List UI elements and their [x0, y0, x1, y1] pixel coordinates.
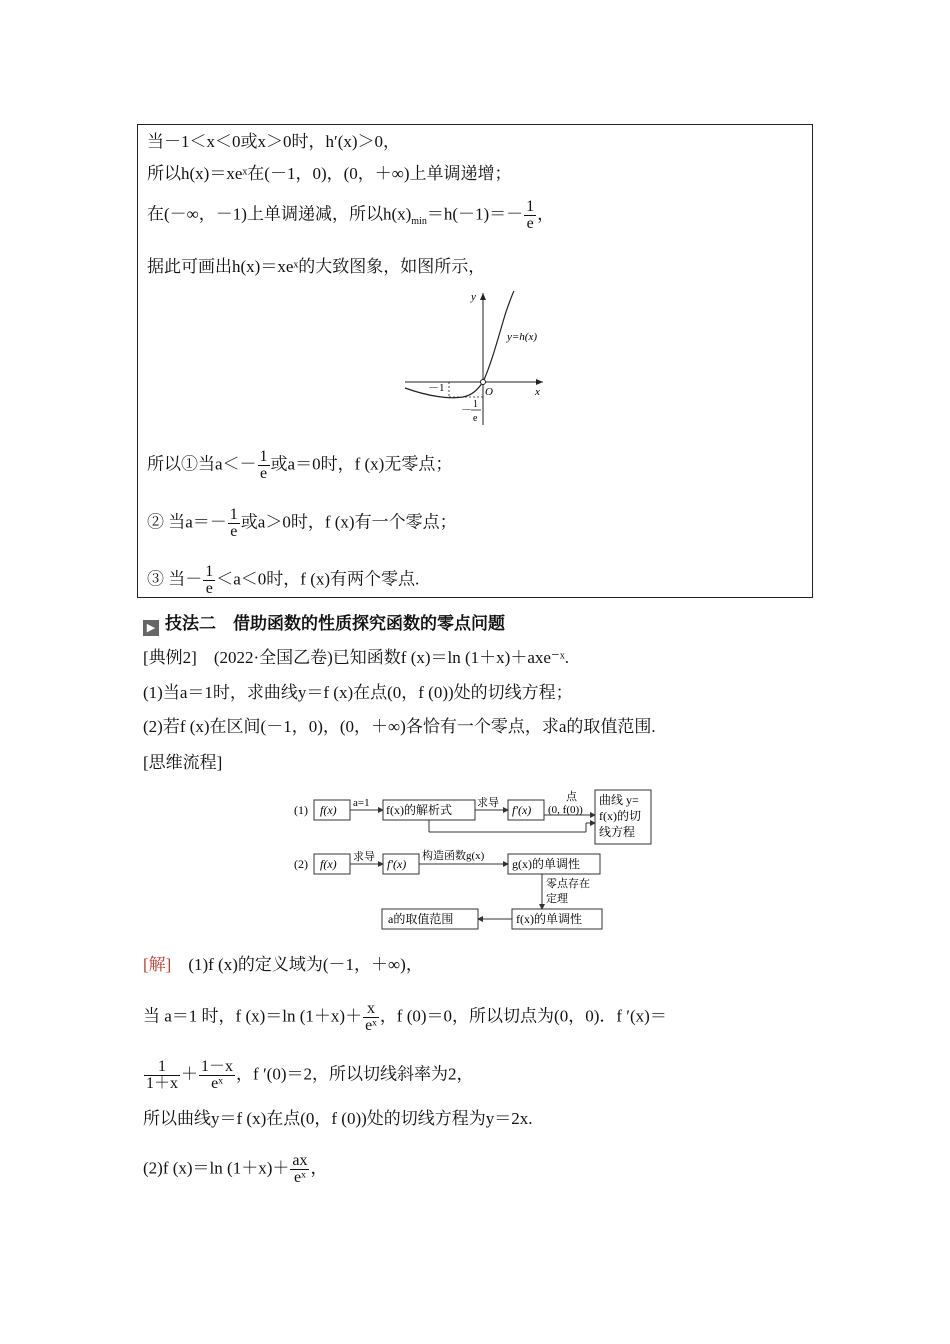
box-fmono-text: f(x)的单调性: [516, 912, 582, 926]
label-derive-2: 求导: [353, 851, 375, 863]
flow-chart: [290, 785, 660, 935]
curve-label: y=h(x): [507, 331, 538, 343]
y-label: y: [471, 291, 476, 303]
play-triangle-icon: ▶: [143, 620, 159, 636]
box-fprime-1-text: f′(x): [512, 803, 532, 817]
tick-y-sign: －: [461, 404, 472, 416]
box-line-6: ② 当a＝－ $\frac{1}{e}$ 或a＞0时，f (x)有一个零点；: [147, 506, 457, 540]
tangent-line-1: 曲线 y=: [599, 793, 639, 807]
box-gmono-text: g(x)的单调性: [512, 857, 580, 871]
label-construct: 构造函数g(x): [422, 850, 485, 862]
question-1: (1)当a＝1时，求曲线y＝f (x)在点(0，f (0))处的切线方程；: [143, 683, 573, 702]
label-zero-thm-2: 定理: [546, 893, 568, 905]
origin-label: O: [485, 386, 493, 398]
solution-line-3: $\frac{1}{1+x}$ ＋ $\frac{1-x}{\text{eˣ}}$ ，f ′(0)＝2，所以切线斜率为2，: [146, 1058, 474, 1092]
example-line: [典例2] (2022·全国乙卷)已知函数f (x)＝ln (1＋x)＋axe⁻ˣ.: [143, 648, 570, 667]
solution-line-2: 当 a＝1 时，f (x)＝ln (1＋x)＋ $\frac{x}{\text{eˣ}}$ ，f (0)＝0，所以切点为(0，0)．f ′(x)＝: [143, 1000, 667, 1034]
row2-label: (2): [294, 857, 308, 871]
flow-title: [思维流程]: [143, 753, 223, 772]
section-heading: ▶ 技法二 借助函数的性质探究函数的零点问题: [143, 613, 505, 636]
box-line-3: 在(－∞，－1)上单调递减，所以$h(x)_{min}=h(-1)=-$ $\frac{1}{e}$ ，: [147, 198, 555, 232]
box-line-2: 所以h(x)＝xeˣ在(－1，0)，(0，＋∞)上单调递增；: [147, 164, 512, 183]
box-fx-2-text: f(x): [320, 857, 337, 871]
row1-label: (1): [294, 803, 308, 817]
label-a1: a=1: [353, 797, 370, 809]
box-fx-1-text: f(x): [320, 803, 337, 817]
tangent-line-3: 线方程: [599, 825, 636, 839]
box-line-4: 据此可画出h(x)＝xeˣ的大致图象，如图所示，: [147, 257, 486, 276]
solution-line-5: (2)f (x)＝ln (1＋x)＋ $\frac{ax}{\text{eˣ}}$ ，: [143, 1152, 328, 1186]
box-arange-text: a的取值范围: [388, 912, 454, 926]
y-axis-arrow: [480, 293, 486, 300]
tick-y-num: 1: [473, 399, 478, 410]
label-point: 点: [566, 791, 577, 803]
label-point-coord: (0, f(0)): [548, 804, 583, 816]
solution-line-4: 所以曲线y＝f (x)在点(0，f (0))处的切线方程为y＝2x.: [143, 1109, 533, 1128]
box-line-1: 当－1＜x＜0或x＞0时，h′(x)＞0，: [147, 132, 401, 151]
function-graph: [395, 285, 555, 430]
box-analytic-text: f(x)的解析式: [386, 803, 452, 817]
tick-y-den: e: [473, 413, 478, 424]
x-label: x: [535, 386, 540, 398]
label-derive-1: 求导: [477, 797, 499, 809]
question-2: (2)若f (x)在区间(－1，0)，(0，＋∞)各恰有一个零点，求a的取值范围.: [143, 717, 656, 736]
box-line-7: ③ 当－ $\frac{1}{e}$ ＜a＜0时，f (x)有两个零点.: [147, 563, 420, 597]
solution-line-1: [解] (1)f (x)的定义域为(－1，＋∞)，: [143, 955, 423, 974]
box-line-5: 所以①当a＜－ $\frac{1}{e}$ 或a＝0时，f (x)无零点；: [147, 448, 453, 482]
box-fprime-2-text: f′(x): [387, 857, 407, 871]
origin-point: [481, 380, 486, 385]
label-zero-thm-1: 零点存在: [546, 878, 590, 890]
tick-x-label: －1: [428, 382, 445, 394]
solution-tag: [解]: [143, 955, 172, 974]
x-axis-arrow: [536, 379, 543, 385]
tangent-line-2: f(x)的切: [599, 809, 641, 823]
